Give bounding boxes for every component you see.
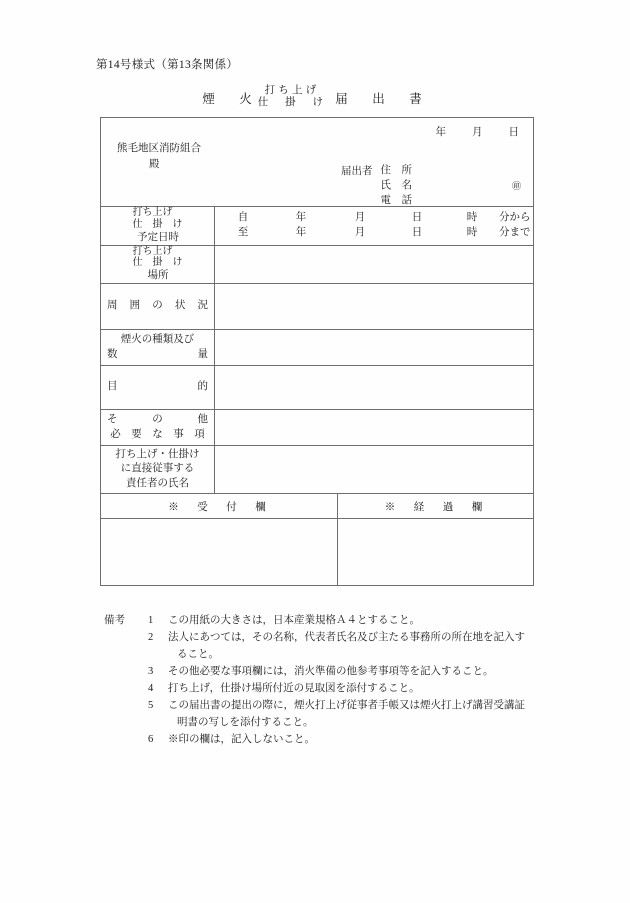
header-cell (101, 118, 533, 206)
label-purpose-text (107, 380, 208, 394)
remarks-heading: 備考 (104, 615, 125, 626)
remark-item (148, 697, 574, 731)
label-responsible-line3: 責任者の氏名 (126, 477, 189, 489)
label-scheduled-datetime-text: 予定日時 (137, 231, 179, 243)
datetime-from-hour: 時 (466, 212, 478, 224)
official-use-header-row (101, 494, 533, 519)
date-month-label: 月 (472, 127, 483, 138)
label-launch-setpiece-stack (133, 246, 183, 270)
label-char: の (152, 414, 163, 426)
label-location-text (147, 269, 169, 283)
label-char: 周 (107, 300, 118, 312)
label-char: 量 (197, 348, 208, 360)
remark-number: 1 (148, 615, 154, 626)
applicant-fields (381, 163, 415, 209)
remark-text-continuation: 明書の写しを添付すること。 (177, 717, 314, 728)
document-title (0, 79, 630, 109)
title-lead: 煙 火 (202, 92, 258, 106)
datetime-to-day: 日 (411, 227, 423, 238)
progress-column-header: ※ 経 過 欄 (384, 502, 487, 513)
label-launch-setpiece-stack (133, 207, 183, 231)
remark-text-main: 法人にあつては，その名称，代表者氏名及び主たる事務所の所在地を記入す (168, 632, 525, 643)
label-responsible-line1: 打ち上げ・仕掛け (115, 449, 200, 461)
label-char: の (152, 300, 163, 312)
label-quantity-line (107, 348, 208, 362)
title-stacked-bottom: 仕 掛 け (257, 96, 327, 108)
remark-text-continuation: ること。 (177, 649, 219, 660)
title-stacked-pair (258, 85, 327, 108)
table-row-firework-type-quantity (101, 330, 533, 366)
label-launch: 打ち上げ (132, 207, 173, 218)
value-other-matters[interactable] (215, 410, 533, 445)
form-number: 第14号様式（第13条関係） (96, 59, 239, 71)
remark-item (148, 731, 574, 748)
table-row-responsible-person (101, 446, 533, 494)
label-char: そ (107, 414, 118, 426)
submission-date-line (436, 124, 520, 139)
value-surrounding-conditions[interactable] (215, 284, 533, 329)
table-row-purpose (101, 366, 533, 410)
datetime-from-minute: 分から (499, 212, 531, 224)
datetime-to-year: 年 (295, 227, 307, 238)
label-launch: 打ち上げ (132, 245, 173, 257)
recipient-honorific: 殿 (149, 159, 160, 170)
receipt-column-body[interactable] (101, 519, 338, 585)
label-char: 他 (197, 414, 208, 426)
applicant-label: 届出者 (341, 166, 373, 177)
label-setpiece: 仕 掛 け (132, 257, 183, 269)
notification-form-table (100, 117, 534, 586)
applicant-phone-label: 電 話 (380, 195, 412, 207)
receipt-column-header: ※ 受 付 欄 (101, 494, 338, 518)
datetime-from-month: 月 (354, 212, 366, 224)
datetime-to-hour: 時 (466, 227, 478, 238)
remarks-list (148, 612, 574, 748)
label-responsible-line2: に直接従事する (120, 463, 195, 475)
table-row-header-block (101, 118, 533, 207)
label-surrounding-conditions (101, 284, 215, 329)
label-surrounding-conditions-text (107, 299, 208, 313)
remark-text-main: この届出書の提出の際に，煙火打上げ従事者手帳又は煙火打上げ講習受講証 (168, 700, 525, 711)
applicant-name-label: 氏 名 (380, 180, 412, 192)
title-stacked-top: 打ち上げ (264, 85, 320, 97)
label-purpose (101, 366, 215, 409)
official-use-body-row (101, 519, 533, 585)
remark-text: ※印の欄は，記入しないこと。 (168, 734, 315, 745)
label-other-line2: 必 要 な 事 項 (110, 428, 205, 440)
date-year-label: 年 (435, 127, 446, 138)
label-char: 況 (197, 300, 208, 312)
label-location-char1: 場 (147, 270, 158, 282)
applicant-address-label: 住 所 (380, 165, 412, 176)
datetime-from-line (215, 211, 531, 226)
remark-text: この用紙の大きさは，日本産業規格Ａ４とすること。 (168, 615, 420, 626)
table-row-location (101, 246, 533, 284)
remark-text: その他必要な事項欄には，消火準備の他参考事項等を記入すること。 (168, 666, 494, 677)
datetime-from-mark: 自 (237, 212, 249, 224)
label-other-line1 (107, 413, 208, 427)
remarks-section (104, 612, 574, 748)
label-char: 囲 (129, 300, 141, 312)
datetime-to-mark: 至 (237, 227, 249, 238)
remark-item (148, 612, 574, 629)
label-firework-type-quantity (101, 330, 215, 365)
datetime-to-line (215, 226, 531, 241)
remark-item (148, 629, 574, 663)
label-char: 目 (107, 381, 118, 393)
remark-item (148, 680, 574, 697)
label-firework-type: 煙火の種類及び (120, 334, 195, 346)
label-scheduled-datetime (101, 207, 215, 245)
label-responsible-person (101, 446, 215, 493)
value-firework-type-quantity[interactable] (215, 330, 533, 365)
label-location (101, 246, 215, 283)
label-setpiece: 仕 掛 け (132, 218, 183, 230)
date-day-label: 日 (508, 127, 519, 138)
table-row-surrounding-conditions (101, 284, 533, 330)
remark-number: 5 (148, 700, 154, 711)
table-row-other-matters (101, 410, 533, 446)
remark-number: 6 (148, 734, 154, 745)
remark-item (148, 663, 574, 680)
recipient-organization: 熊毛地区消防組合 (117, 143, 201, 154)
value-responsible-person[interactable] (215, 446, 533, 493)
remark-number: 2 (148, 632, 154, 643)
label-other-matters (101, 410, 215, 445)
title-tail: 届 出 書 (335, 92, 428, 106)
value-location[interactable] (215, 246, 533, 283)
label-char: 的 (197, 381, 208, 393)
remark-text: 打ち上げ，仕掛け場所付近の見取図を添付すること。 (168, 683, 420, 694)
remark-number: 3 (148, 666, 154, 677)
datetime-from-day: 日 (411, 212, 423, 224)
label-location-char2: 所 (158, 270, 169, 282)
label-char: 数 (107, 348, 118, 360)
applicant-block (341, 163, 415, 209)
remark-number: 4 (148, 683, 154, 694)
remark-text (168, 629, 574, 663)
value-purpose[interactable] (215, 366, 533, 409)
remark-text (168, 697, 574, 731)
label-char: 状 (174, 300, 186, 312)
datetime-to-minute: 分まで (499, 227, 531, 238)
progress-column-body[interactable] (338, 519, 533, 585)
table-row-scheduled-datetime (101, 207, 533, 246)
seal-mark-icon: ㊞ (511, 181, 521, 191)
value-scheduled-datetime (215, 207, 541, 245)
datetime-to-month: 月 (354, 227, 366, 238)
datetime-from-year: 年 (295, 212, 307, 224)
